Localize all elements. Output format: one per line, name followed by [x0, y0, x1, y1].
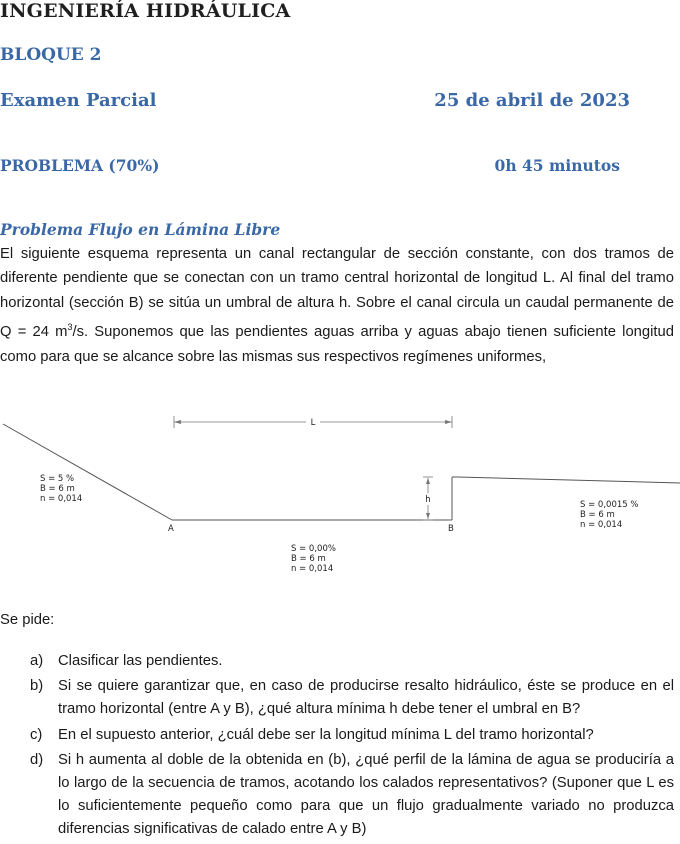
question-text: Si se quiere garantizar que, en caso de producirse resalto hidráulico, éste se produce en el tramo horizontal (entre A y B), ¿qué altura mínima h debe tener el umbral en B? [58, 678, 674, 718]
intro-text-2: /s. Suponemos que las pendientes aguas arriba y aguas abajo tienen suficiente longitud como para que se alcance sobre las mismas sus respectivos regímenes uniformes, [0, 324, 674, 365]
problem-duration: 0h 45 minutos [494, 156, 620, 175]
right-slope-line [458, 477, 680, 483]
right-width-label: B = 6 m [580, 510, 615, 520]
question-letter: d) [30, 751, 44, 768]
question-item [30, 675, 674, 721]
h-arrow-bottom [426, 513, 430, 519]
questions-intro: Se pide: [0, 612, 55, 628]
left-slope-line [3, 424, 172, 520]
point-A-label: A [168, 524, 174, 534]
question-item [30, 724, 674, 747]
left-width-label: B = 6 m [40, 484, 75, 494]
question-text: En el supuesto anterior, ¿cuál debe ser la longitud mínima L del tramo horizontal? [58, 726, 594, 743]
question-item [30, 650, 674, 673]
question-text: Clasificar las pendientes. [58, 653, 223, 669]
question-item [30, 749, 674, 842]
question-letter: b) [30, 678, 44, 695]
h-label: h [425, 495, 431, 505]
h-arrow-top [426, 478, 430, 484]
right-n-label: n = 0,014 [580, 520, 623, 530]
question-letter: a) [30, 653, 44, 669]
mid-width-label: B = 6 m [291, 554, 326, 564]
problem-intro [0, 242, 674, 369]
questions-list [30, 650, 674, 844]
block-heading: BLOQUE 2 [0, 45, 102, 65]
problem-subtitle: Problema Flujo en Lámina Libre [0, 220, 281, 239]
mid-slope-label: S = 0,00% [291, 544, 336, 554]
channel-diagram [0, 405, 680, 580]
problem-heading: PROBLEMA (70%) [0, 156, 160, 175]
L-arrow-right [445, 420, 452, 424]
right-slope-label: S = 0,0015 % [580, 500, 639, 510]
exam-heading: Examen Parcial [0, 90, 157, 111]
question-text: Si h aumenta al doble de la obtenida en (b), ¿qué perfil de la lámina de agua se produciría a lo largo de la secuencia de tramos, acotando los calados representativos? (Suponer que L es lo suficientemente pequeño como para que un flujo gradualmente variado no produzca diferencias significativas de calado entre A y B) [58, 751, 674, 838]
L-label: L [310, 418, 316, 428]
question-letter: c) [30, 726, 43, 743]
exam-date: 25 de abril de 2023 [434, 90, 630, 111]
intro-superscript: 3 [67, 322, 73, 333]
left-slope-label: S = 5 % [40, 474, 75, 484]
L-arrow-left [174, 420, 181, 424]
point-B-label: B [448, 524, 454, 534]
doc-title: INGENIERÍA HIDRÁULICA [0, 0, 291, 22]
mid-n-label: n = 0,014 [291, 564, 334, 574]
left-n-label: n = 0,014 [40, 494, 83, 504]
intro-text-1: El siguiente esquema representa un canal rectangular de sección constante, con dos tramos de diferente pendiente que se conectan con un tramo central horizontal de longitud L. Al final del tramo horizontal (sección B) se sitúa un umbral de altura h. Sobre el canal circula un caudal permanente de Q = 24 m [0, 246, 674, 341]
